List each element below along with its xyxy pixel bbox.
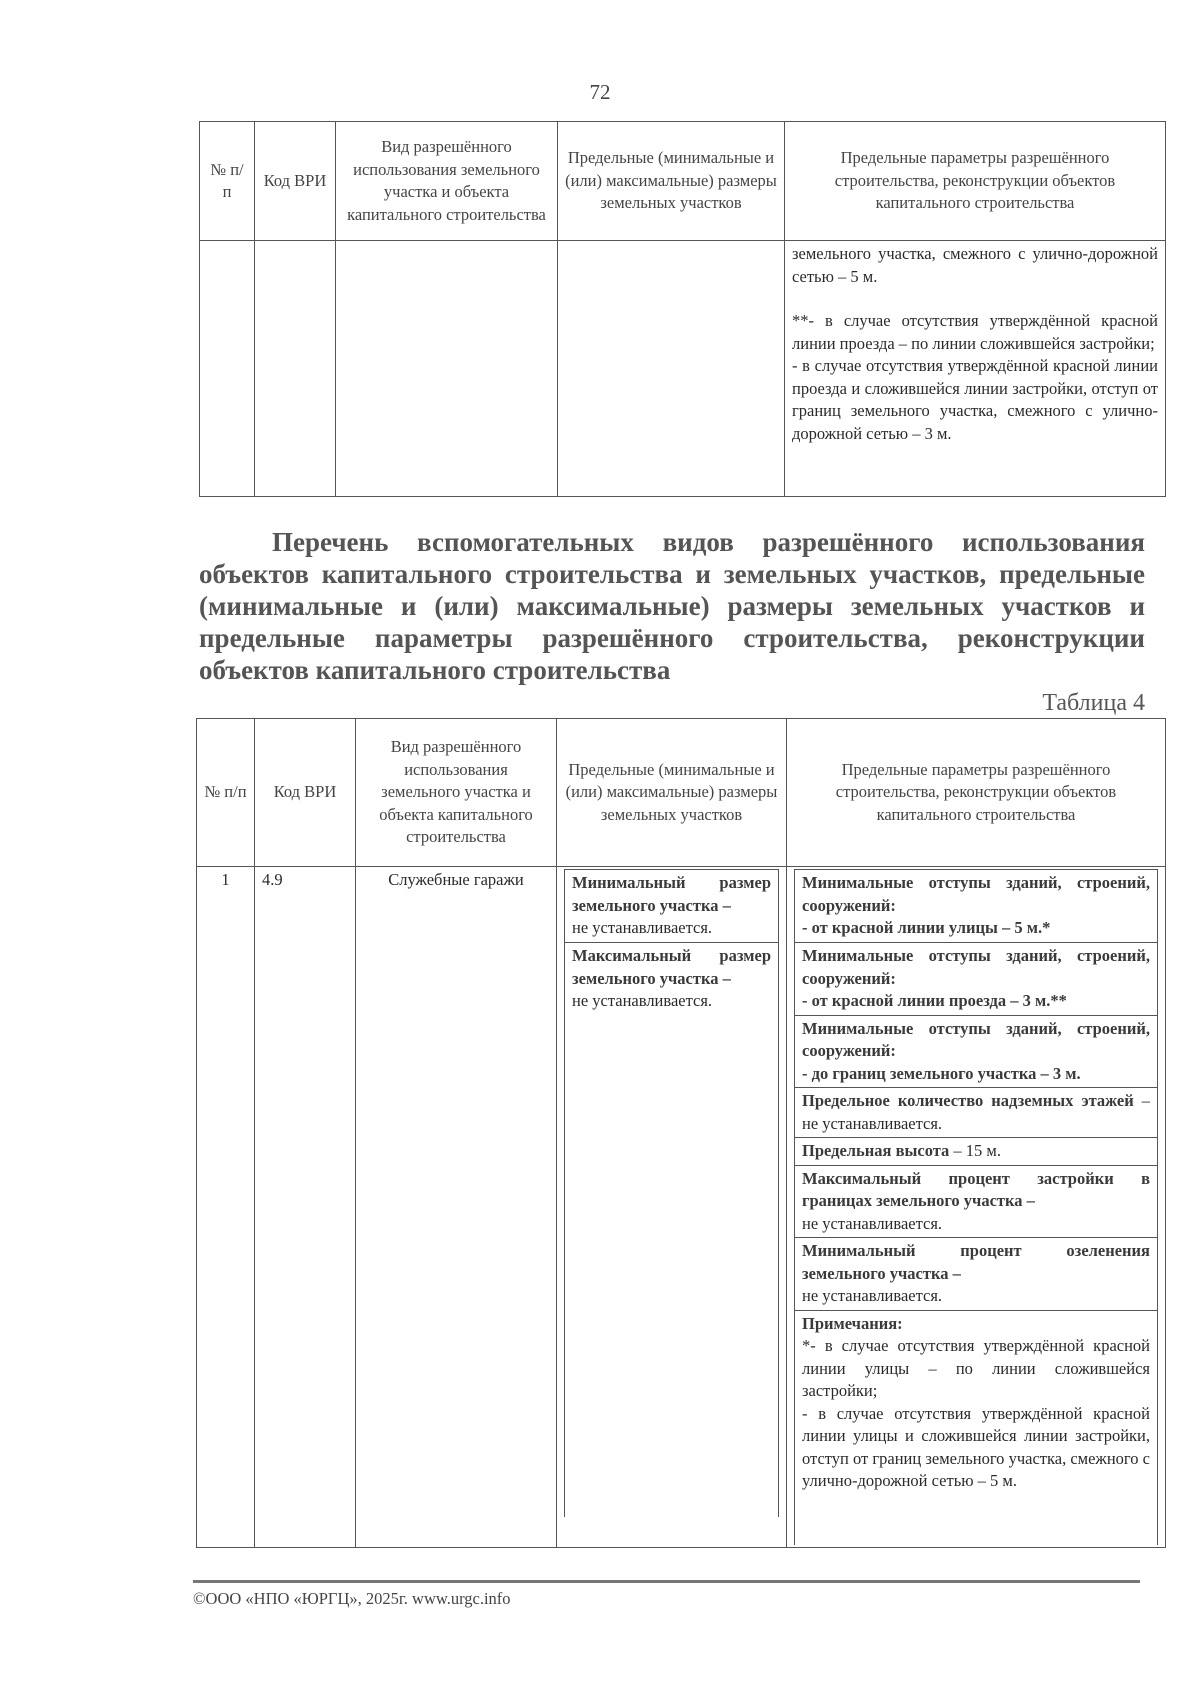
min-size (565, 870, 779, 943)
cell-params (787, 867, 1166, 1548)
header-num: № п/п (197, 719, 255, 867)
cell-num (200, 241, 255, 497)
continuation-text: земельного участка, смежного с улично-дорожной сетью – 5 м. (792, 244, 1158, 286)
cell-sizes (558, 241, 785, 497)
table-header-row (200, 122, 1166, 241)
continuation-table (199, 121, 1166, 497)
header-code: Код ВРИ (255, 719, 356, 867)
max-size-value: не устанавливается. (572, 991, 713, 1010)
table-caption: Таблица 4 (1042, 690, 1145, 716)
param-label: Предельное количество надземных этажей (802, 1091, 1134, 1110)
params-list (794, 869, 1158, 1545)
footer: ©ООО «НПО «ЮРГЦ», 2025г. www.urgc.info (193, 1589, 511, 1608)
header-num: № п/п (200, 122, 255, 241)
header-kind: Вид разрешённого использования земельного участка и объекта капитального строительства (336, 122, 558, 241)
param-min-greening (795, 1238, 1158, 1311)
footer-divider (193, 1580, 1140, 1583)
param-value: – 15 м. (949, 1141, 1001, 1160)
header-code: Код ВРИ (255, 122, 336, 241)
param-label: Минимальные отступы зданий, строений, сооружений: (802, 946, 1150, 988)
continuation-note: - в случае отсутствия утверждённой красной линии проезда и сложившейся линии застройки, отступ от границ земельного участка, смежного с улично-дорожной сетью – 3 м. (792, 356, 1158, 443)
cell-kind: Служебные гаражи (356, 867, 557, 1548)
cell-params (785, 241, 1166, 497)
page-number: 72 (589, 80, 611, 104)
section-heading: Перечень вспомогательных видов разрешённого использования объектов капитального строительства и земельных участков, предельные (минимальные и (или) максимальные) размеры земельных участков и предельные параметры разрешённого строительства, реконструкции объектов капитального строительства (199, 527, 1145, 685)
param-value: – не устанавливается. (802, 1091, 1150, 1133)
param-label: Минимальные отступы зданий, строений, сооружений: (802, 873, 1150, 915)
table-header-row (197, 719, 1166, 867)
param-max-coverage (795, 1165, 1158, 1238)
continuation-note: **- в случае отсутствия утверждённой красной линии проезда – по линии сложившейся застройки; (792, 311, 1158, 353)
notes (795, 1310, 1158, 1545)
cell-kind (336, 241, 558, 497)
header-sizes: Предельные (минимальные и (или) максимальные) размеры земельных участков (558, 122, 785, 241)
param-label: Минимальный процент озеленения земельного участка – (802, 1241, 1150, 1283)
param-value: - от красной линии проезда – 3 м.** (802, 991, 1067, 1010)
param-label: Предельная высота (802, 1141, 950, 1160)
header-params: Предельные параметры разрешённого строительства, реконструкции объектов капитального строительства (787, 719, 1166, 867)
table-row (197, 867, 1166, 1548)
note: *- в случае отсутствия утверждённой красной линии улицы – по линии сложившейся застройки; (802, 1336, 1150, 1400)
param-label: Максимальный процент застройки в границах земельного участка – (802, 1168, 1150, 1210)
param-height (795, 1138, 1158, 1166)
min-size-label: Минимальный размер земельного участка – (572, 873, 771, 915)
param-red-line-street (795, 870, 1158, 943)
header-sizes: Предельные (минимальные и (или) максимальные) размеры земельных участков (557, 719, 787, 867)
param-value: - от красной линии улицы – 5 м.* (802, 918, 1051, 937)
note: - в случае отсутствия утверждённой красной линии улицы и сложившейся линии застройки, отступ от границ земельного участка, смежного с улично-дорожной сетью – 5 м. (802, 1403, 1150, 1490)
cell-num: 1 (197, 867, 255, 1548)
max-size (565, 943, 779, 1518)
table-row (200, 241, 1166, 497)
max-size-label: Максимальный размер земельного участка – (572, 946, 771, 988)
param-floors (795, 1088, 1158, 1138)
param-red-line-passage (795, 943, 1158, 1016)
param-value: не устанавливается. (802, 1213, 943, 1233)
header-kind: Вид разрешённого использования земельного участка и объекта капитального строительства (356, 719, 557, 867)
notes-label: Примечания: (802, 1313, 903, 1333)
param-value: не устанавливается. (802, 1286, 943, 1305)
cell-code (255, 241, 336, 497)
cell-sizes (557, 867, 787, 1548)
sizes-list (564, 869, 779, 1517)
param-label: Минимальные отступы зданий, строений, сооружений: (802, 1018, 1150, 1060)
header-params: Предельные параметры разрешённого строительства, реконструкции объектов капитального строительства (785, 122, 1166, 241)
cell-code: 4.9 (255, 867, 356, 1548)
min-size-value: не устанавливается. (572, 918, 713, 937)
param-value: - до границ земельного участка – 3 м. (802, 1063, 1081, 1083)
main-table (196, 718, 1166, 1548)
param-plot-boundary (795, 1015, 1158, 1088)
